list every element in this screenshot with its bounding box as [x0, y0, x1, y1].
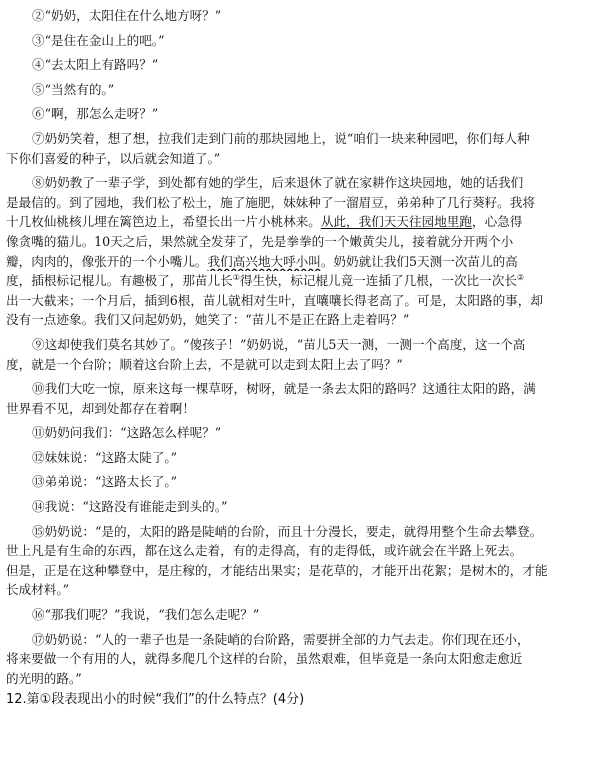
passage-line: ⑤“当然有的。”: [32, 81, 115, 97]
passage-line: 度，就是一个台阶；顺着这台阶上去，不是就可以走到太阳上去了吗？”: [6, 356, 403, 372]
passage-line: [6, 252, 590, 272]
passage-line: 将来要做一个有用的人，就得多爬几个这样的台阶，虽然艰难，但毕竟是一条向太阳愈走愈近: [6, 651, 523, 667]
line-segment: ，心急得: [471, 214, 523, 230]
passage-line: ③“是住在金山上的吧。”: [32, 32, 165, 48]
underlined-phrase: 从此，我们天天往园地里跑: [320, 214, 472, 230]
passage-line: 世上凡是有生命的东西，都在这么走着，有的走得高，有的走得低，或许就会在半路上死去。: [6, 543, 523, 559]
passage-line: ⑮奶奶说：“是的，太阳的路是陡峭的台阶，而且十分漫长，要走，就得用整个生命去攀登。: [32, 523, 543, 539]
passage-line: ⑬弟弟说：“这路太长了。”: [32, 474, 178, 490]
passage-line: 长成材料。”: [6, 582, 70, 598]
passage-line: [6, 212, 590, 232]
passage-line: 的光明的路。”: [6, 670, 82, 686]
passage-line: ⑥“啊，那怎么走呀？”: [32, 106, 159, 122]
passage-text: [6, 6, 590, 688]
line-segment: 十几枚仙桃核儿埋在篱笆边上，希望长出一片小桃林来。: [6, 214, 321, 230]
passage-line: 出一大截来；一个月后，插到6根，苗儿就相对生叶，直嚷嚷长得老高了。可是，太阳路的事，却: [6, 292, 543, 308]
passage-line: 是最信的。到了园地，我们松了松土，施了施肥，妹妹种了一溜眉豆，弟弟种了几行葵籽。我将: [6, 194, 535, 210]
passage-line: ⑭我说：“这路没有谁能走到头的。”: [32, 499, 228, 515]
question-12: 12.第①段表现出小的时候“我们”的什么特点？(4分): [6, 692, 305, 708]
footnote-marker: ①: [232, 272, 240, 282]
footnote-marker: ②: [516, 272, 525, 282]
passage-line: ⑨这却使我们莫名其妙了。“傻孩子！”奶奶说，“苗儿5天一测，一测一个高度，这一个高: [32, 336, 526, 352]
passage-line: ⑧奶奶教了一辈子学，到处都有她的学生，后来退休了就在家耕作这块园地，她的话我们: [32, 175, 524, 191]
passage-line: ⑫妹妹说：“这路太陡了。”: [32, 449, 178, 465]
passage-line: ⑪奶奶问我们：“这路怎么样呢？”: [32, 425, 222, 441]
passage-line: 下你们喜爱的种子，以后就会知道了。”: [6, 150, 221, 166]
line-segment: 瓣，肉肉的，像张开的一个小嘴儿。: [6, 253, 208, 269]
passage-line: 世界看不见，却到处都存在着啊！: [6, 400, 195, 416]
passage-line: ②“奶奶，太阳住在什么地方呀？”: [32, 8, 222, 23]
passage-line: 像贪嘴的猫儿。10天之后，果然就全发芽了，先是拳拳的一个嫩黄尖儿，接着就分开两个小: [6, 233, 514, 249]
passage-line: 但是，正是在这种攀登中，是庄稼的，才能结出果实；是花草的，才能开出花絮；是树木的，才能: [6, 562, 548, 578]
passage-line: ⑩我们大吃一惊，原来这每一棵草呀，树呀，就是一条去太阳的路吗？这通往太阳的路，满: [32, 381, 536, 397]
passage-line: ⑰奶奶说：“人的一辈子也是一条陡峭的台阶路，需要拼全部的力气去走。你们现在还小，: [32, 631, 530, 647]
passage-line: ⑦奶奶笑着，想了想，拉我们走到门前的那块园地上，说“咱们一块来种园吧，你们每人种: [32, 130, 530, 146]
passage-line: ⑯“那我们呢？”我说，“我们怎么走呢？”: [32, 607, 260, 623]
line-segment: 得生快，标记棍儿竟一连插了几根，一次比一次长: [239, 273, 517, 289]
passage-line: ④“去太阳上有路吗？”: [32, 57, 159, 73]
passage-line: 没有一点迹象。我们又问起奶奶，她笑了：“苗儿不是正在路上走着吗？”: [6, 312, 410, 328]
passage-line: [6, 271, 590, 291]
wavy-underlined-phrase: 我们高兴地大呼小叫: [207, 253, 321, 269]
line-segment: 度，插根标记棍儿。有趣极了，那苗儿长: [6, 273, 233, 289]
line-segment: 。奶奶就让我们5天测一次苗儿的高: [320, 253, 518, 269]
